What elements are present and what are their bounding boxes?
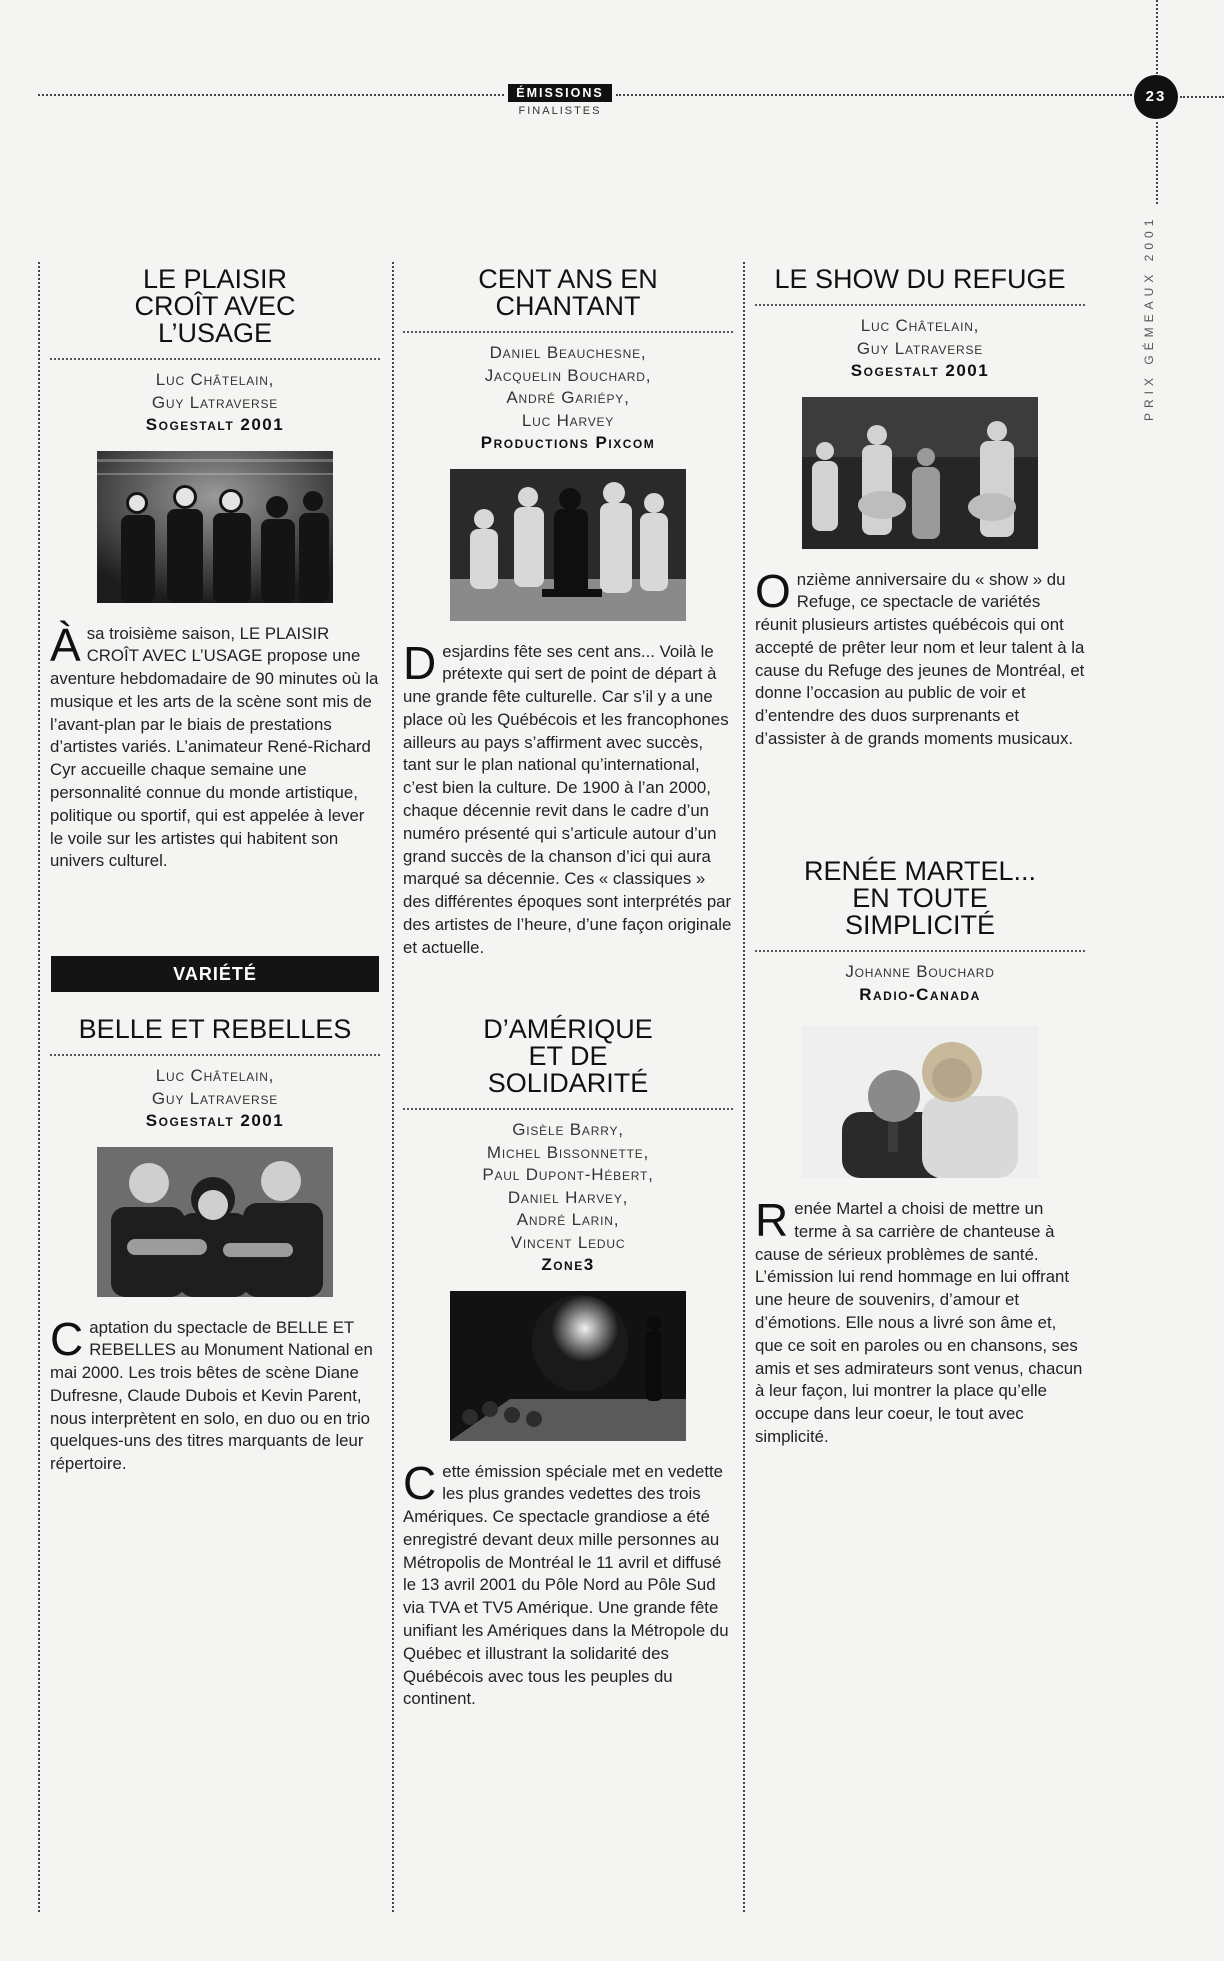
producer-name: Productions Pixcom xyxy=(480,433,656,452)
article-show-du-refuge xyxy=(755,266,1085,751)
article-body xyxy=(403,636,733,960)
credit-name: Guy Latraverse xyxy=(856,338,984,358)
article-title: LE PLAISIR CROÎT AVEC L’USAGE xyxy=(134,264,296,348)
photo-renee-martel xyxy=(802,1026,1038,1178)
drop-cap: C xyxy=(403,1456,437,1509)
credit-name: Daniel Harvey, xyxy=(507,1187,629,1207)
body-text: ette émission spéciale met en vedette les plus grandes vedettes des trois Amériques. Ce spectacle grandiose a été enregistré devant deux mille personnes au Métropolis de Montréal le 11 avril et diffusé le 13 avril 2001 du Pôle Nord au Pôle Sud via TVA et TV5 Amérique. Une grande fête unifiant les Amériques dans la Métropole du Québec et illustrant la solidarité des Québécois avec tous les peuples du continent. xyxy=(403,1461,729,1709)
credit-name: Guy Latraverse xyxy=(151,392,279,412)
photo-image xyxy=(802,1026,1038,1178)
credit-name: Daniel Beauchesne, xyxy=(489,343,647,362)
top-rule-edge xyxy=(1180,96,1224,98)
article-cent-ans xyxy=(403,266,733,960)
producer-name: Sogestalt 2001 xyxy=(145,415,285,434)
credit-name: Luc Harvey xyxy=(521,410,615,430)
credit-name: Guy Latraverse xyxy=(151,1088,279,1108)
category-band: VARIÉTÉ xyxy=(51,956,379,992)
title-rule xyxy=(50,1054,380,1056)
credit-name: Luc Châtelain, xyxy=(860,316,980,335)
photo-le-plaisir xyxy=(97,451,333,603)
section-tag: ÉMISSIONS xyxy=(508,84,612,102)
page-number: 23 xyxy=(1134,75,1178,119)
photo-cent-ans xyxy=(450,469,686,621)
credit-name: Paul Dupont-Hébert, xyxy=(482,1165,654,1184)
col-divider-2 xyxy=(743,262,745,1912)
photo-belle-et-rebelles xyxy=(97,1147,333,1297)
article-title: RENÉE MARTEL... EN TOUTE SIMPLICITÉ xyxy=(803,856,1037,940)
photo-image xyxy=(450,469,686,621)
drop-cap: D xyxy=(403,636,437,689)
credit-name: Luc Châtelain, xyxy=(155,1066,275,1085)
title-rule xyxy=(50,358,380,360)
article-title: CENT ANS EN CHANTANT xyxy=(478,264,658,321)
column-1 xyxy=(50,264,380,1474)
drop-cap: C xyxy=(50,1312,84,1365)
article-renee-martel xyxy=(755,858,1085,1449)
photo-show-du-refuge xyxy=(802,397,1038,549)
producer-name: Radio-Canada xyxy=(859,984,981,1004)
drop-cap: R xyxy=(755,1194,789,1246)
title-rule xyxy=(755,304,1085,306)
drop-cap: O xyxy=(755,564,791,617)
article-body xyxy=(403,1456,733,1712)
body-text: nzième anniversaire du « show » du Refuge, ce spectacle de variétés réunit plusieurs artistes québécois qui ont accepté de prêter leur nom et leur talent à la cause du Refuge des jeunes de Montréal, et donne l’occasion au public de voir et d’entendre des duos surprenants et d’assister à de grands moments musicaux. xyxy=(755,569,1085,749)
article-amerique xyxy=(403,1016,733,1711)
body-text: esjardins fête ses cent ans... Voilà le prétexte qui sert de point de départ à une grande fête culturelle. Car s’il y a une place où les Québécois et les francophones ailleurs au pays s’affirment avec succès, tant sur le plan national qu’international, c’est bien la culture. De 1900 à l’an 2000, chaque décennie revit dans le cadre d’un numéro présenté qui s’articule autour d’un grand succès de la chanson d’ici qui aura marqué sa décennie. Ces « classiques » des différentes époques sont interprétés par des artistes de l’heure, d’une façon originale et actuelle. xyxy=(403,641,732,957)
credit-name: Michel Bissonnette, xyxy=(486,1142,650,1162)
article-title: D’AMÉRIQUE ET DE SOLIDARITÉ xyxy=(483,1014,653,1098)
side-rule-mid xyxy=(1156,122,1158,204)
column-2 xyxy=(403,264,733,1709)
body-text: sa troisième saison, LE PLAISIR CROÎT AVEC L’USAGE propose une aventure hebdomadaire de 90 minutes où la musique et les arts de la scène sont mis de l’avant-plan par le biais de prestations d’artistes variés. L’animateur René-Richard Cyr accueille chaque semaine une personnalité connue du monde artistique, politique ou sportif, qui est appelée à lever le voile sur les artistes qui habitent son univers culturel. xyxy=(50,623,379,871)
producer-name: Zone3 xyxy=(541,1255,595,1274)
article-body xyxy=(50,1312,380,1477)
article-belle-et-rebelles xyxy=(50,1016,380,1476)
col-divider-1 xyxy=(392,262,394,1912)
side-rule-top xyxy=(1156,0,1158,74)
title-rule xyxy=(755,950,1085,952)
photo-image xyxy=(97,1147,333,1297)
article-title: LE SHOW DU REFUGE xyxy=(774,264,1066,294)
column-3 xyxy=(755,264,1085,1446)
col-divider-left xyxy=(38,262,40,1912)
side-label: PRIX GÉMEAUX 2001 xyxy=(1142,215,1156,422)
credit-name: André Larin, xyxy=(516,1210,620,1229)
credit-name: Vincent Leduc xyxy=(510,1232,626,1252)
article-body xyxy=(755,564,1085,751)
article-title: BELLE ET REBELLES xyxy=(78,1014,352,1044)
producer-name: Sogestalt 2001 xyxy=(145,1111,285,1130)
photo-image xyxy=(97,451,333,603)
credit-name: Gisèle Barry, xyxy=(512,1120,624,1139)
title-rule xyxy=(403,331,733,333)
top-rule-right xyxy=(616,94,1132,96)
photo-image xyxy=(450,1291,686,1441)
credit-name: Johanne Bouchard xyxy=(845,962,995,981)
subsection-label: FINALISTES xyxy=(518,105,602,117)
title-rule xyxy=(403,1108,733,1110)
credit-name: André Gariépy, xyxy=(506,388,630,407)
photo-image xyxy=(802,397,1038,549)
credit-name: Jacquelin Bouchard, xyxy=(484,365,652,385)
article-body xyxy=(755,1194,1085,1449)
credit-name: Luc Châtelain, xyxy=(155,370,275,389)
article-le-plaisir xyxy=(50,266,380,873)
producer-name: Sogestalt 2001 xyxy=(850,361,990,380)
article-body xyxy=(50,618,380,874)
body-text: enée Martel a choisi de mettre un terme à sa carrière de chanteuse à cause de sérieux problèmes de santé. L’émission lui rend hommage en lui offrant une heure de souvenirs, d’amour et d’émotions. Elle nous a livré son âme et, que ce soit en paroles ou en chansons, ses amis et ses admirateurs sont venus, chacun à leur façon, lui montrer la place qu’elle occupe dans leur coeur, le tout avec simplicité. xyxy=(755,1199,1083,1446)
drop-cap: À xyxy=(50,618,81,671)
photo-amerique xyxy=(450,1291,686,1441)
body-text: aptation du spectacle de BELLE ET REBELLES au Monument National en mai 2000. Les trois bêtes de scène Diane Dufresne, Claude Dubois et Kevin Parent, nous interprètent en solo, en duo ou en trio quelques-uns des titres marquants de leur répertoire. xyxy=(50,1317,373,1474)
top-rule-left xyxy=(38,94,504,96)
